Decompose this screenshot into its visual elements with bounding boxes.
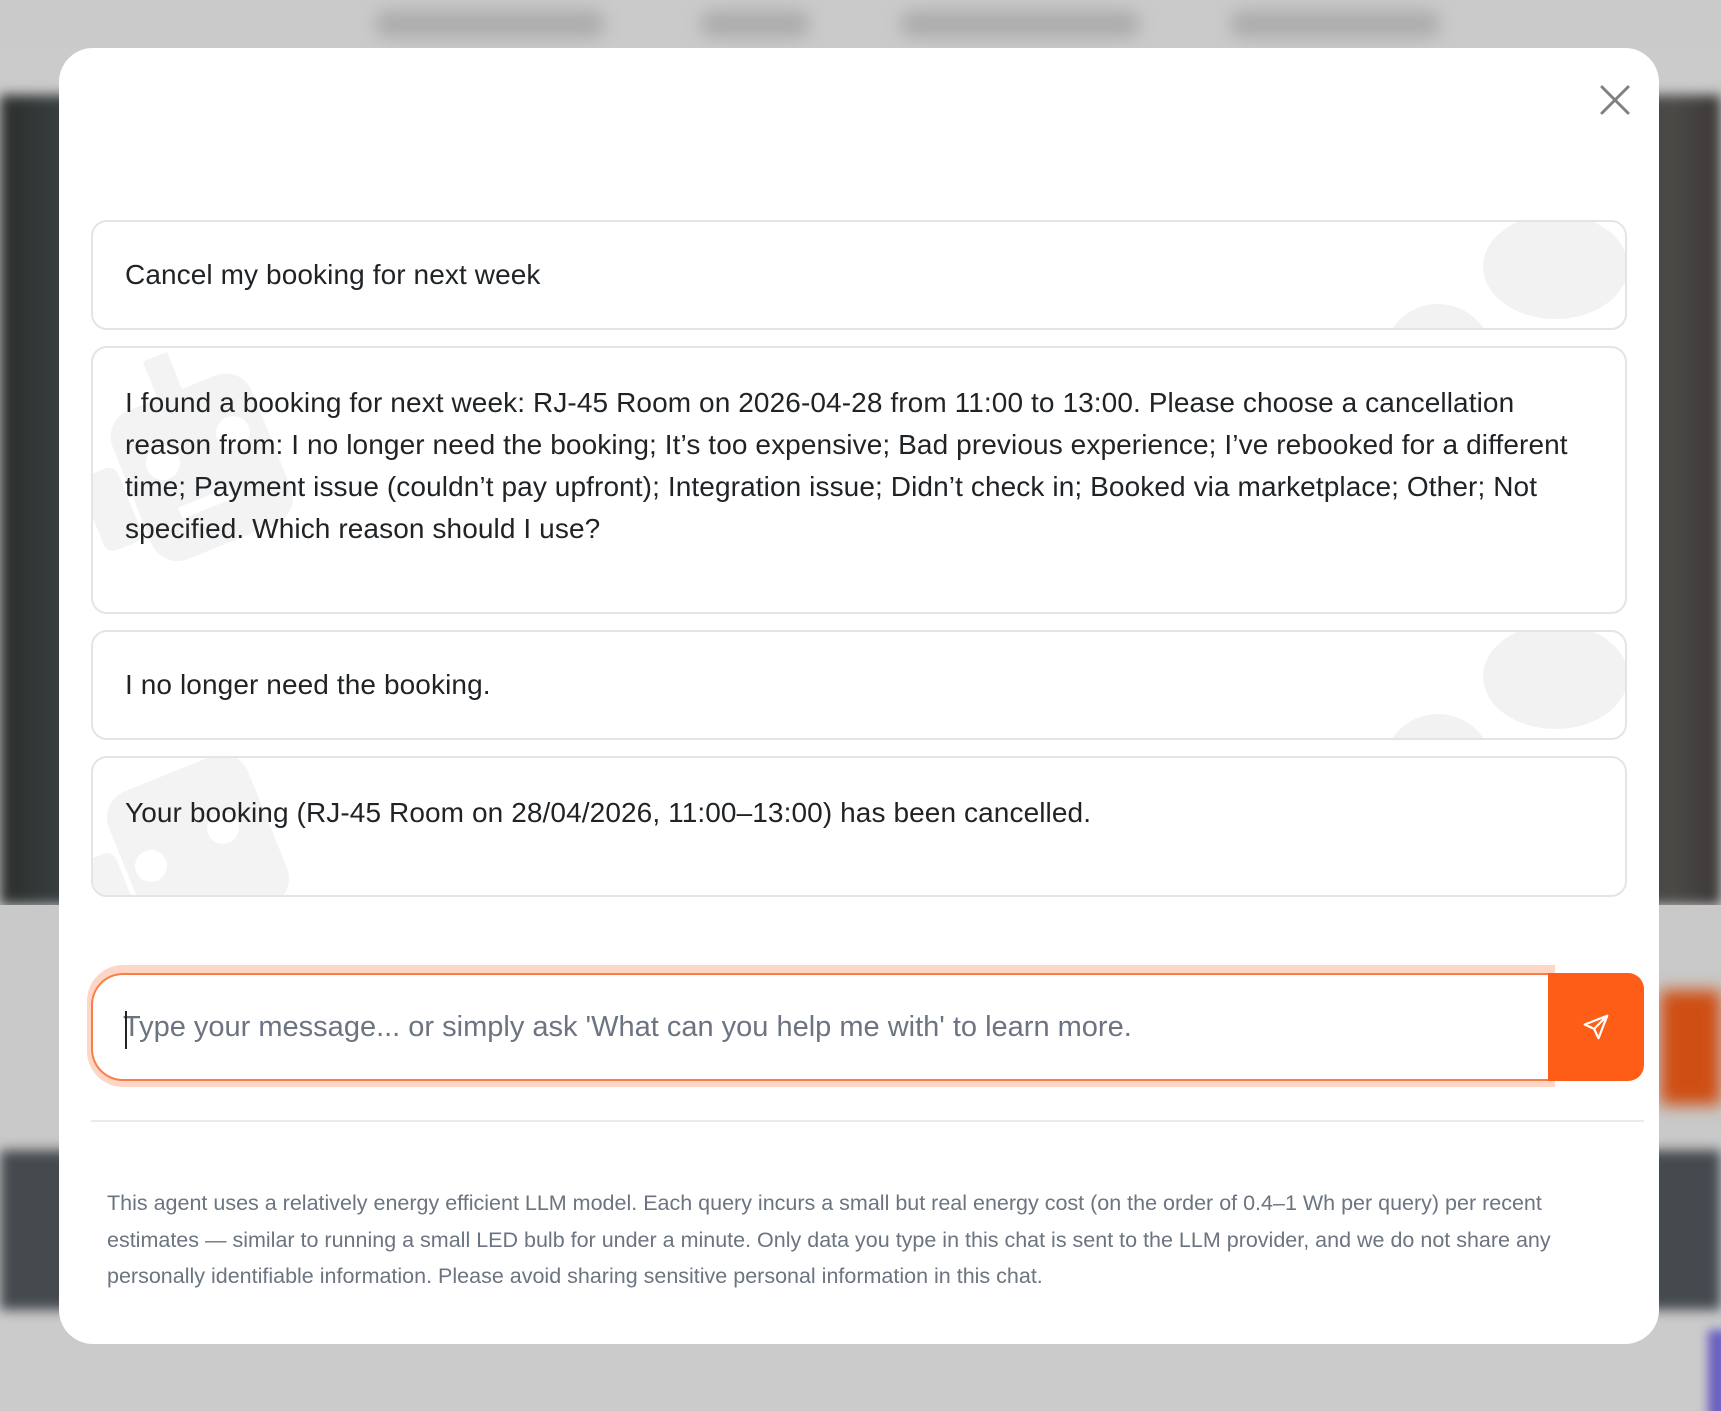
privacy-disclaimer: This agent uses a relatively energy efficient LLM model. Each query incurs a small but real energy cost (on the order of 0.4–1 Wh per query) per recent estimates — similar to running a small LED bulb for under a minute. Only data you type in this chat is sent to the LLM provider, and we do not share any personally identifiable information. Please avoid sharing sensitive personal information in this chat. — [107, 1191, 1551, 1288]
chat-modal — [59, 48, 1659, 1344]
send-button[interactable] — [1548, 973, 1644, 1081]
decorative-circle — [1383, 304, 1493, 330]
assistant-message — [91, 756, 1627, 897]
message-input-wrapper — [91, 973, 1548, 1081]
close-icon — [1599, 84, 1631, 116]
background-nav-item — [375, 10, 605, 38]
background-nav-item — [1230, 10, 1440, 38]
user-message — [91, 220, 1627, 330]
background-button — [1660, 990, 1721, 1105]
message-input[interactable] — [93, 975, 1548, 1079]
decorative-circle — [1383, 714, 1493, 740]
background-navbar — [0, 0, 1721, 48]
message-text: Your booking (RJ-45 Room on 28/04/2026, 11:00–13:00) has been cancelled. — [125, 797, 1092, 828]
send-icon — [1581, 1012, 1611, 1042]
message-text: I found a booking for next week: RJ-45 Room on 2026-04-28 from 11:00 to 13:00. Please choose a cancellation reason from: I no longer need the booking; It’s too expensive; Bad previous experience; I’ve rebooked for a different time; Payment issue (couldn’t pay upfront); Integration issue; Didn’t check in; Booked via marketplace; Other; Not specified. Which reason should I use? — [125, 387, 1568, 544]
text-caret — [125, 1011, 127, 1049]
message-text: Cancel my booking for next week — [125, 259, 541, 290]
user-message — [91, 630, 1627, 740]
assistant-message — [91, 346, 1627, 614]
background-widget — [1708, 1330, 1721, 1411]
background-nav-item — [900, 10, 1140, 38]
background-nav-item — [700, 10, 810, 38]
message-composer — [87, 960, 1637, 1080]
message-text: I no longer need the booking. — [125, 669, 491, 700]
close-button[interactable] — [1591, 76, 1639, 124]
message-list — [91, 220, 1627, 913]
divider — [91, 1120, 1644, 1122]
